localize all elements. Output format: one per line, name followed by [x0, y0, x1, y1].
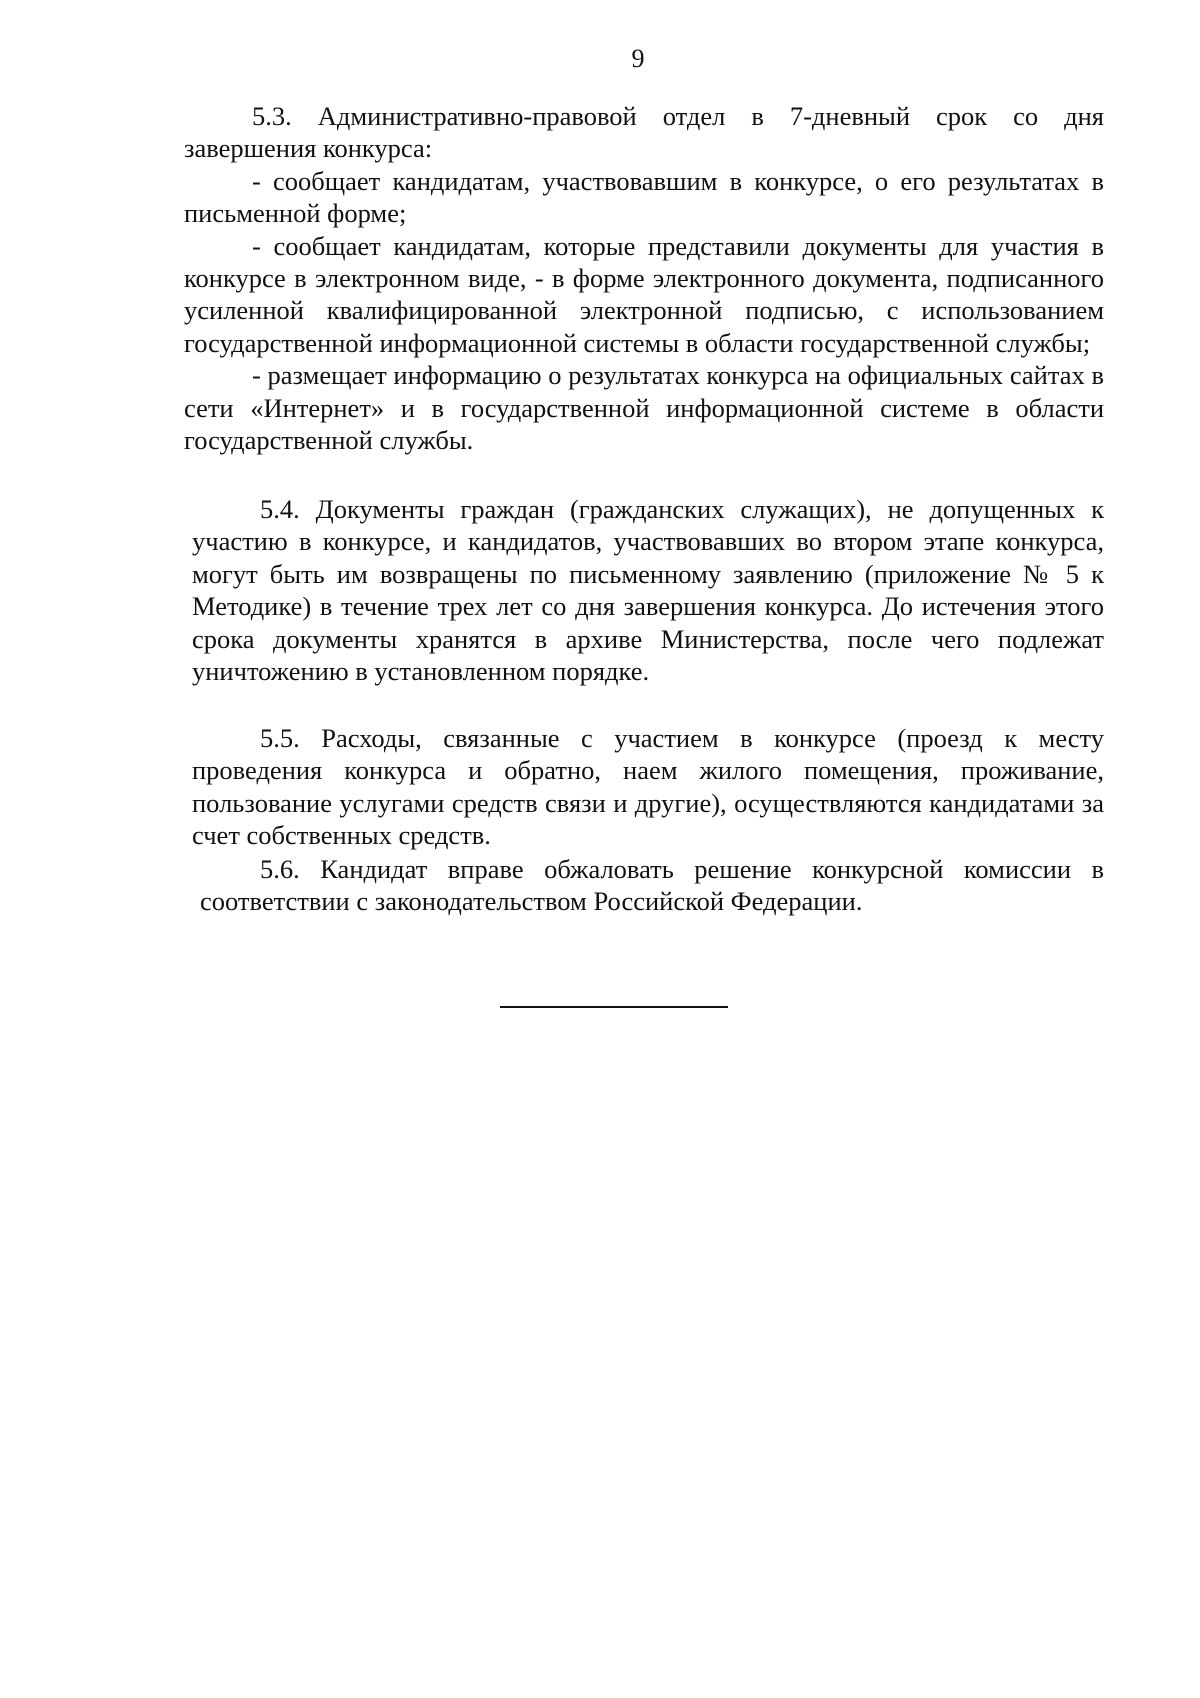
- page-number: 9: [631, 44, 645, 73]
- section-5-5-text: 5.5. Расходы, связанные с участием в конкурсе (проезд к месту проведения конкурса и обратно, наем жилого помещения, проживание, пользование услугами средств связи и другие), осуществляются кандидатами за счет собственных средств.: [192, 723, 1104, 851]
- section-5-5: [192, 722, 1104, 852]
- section-5-4: [192, 493, 1104, 687]
- section-5-6: [200, 853, 1104, 918]
- end-divider-line: [500, 1006, 728, 1008]
- section-5-3-item-2: - сообщает кандидатам, которые представили документы для участия в конкурсе в электронном виде, - в форме электронного документа, подписанного усиленной квалифицированной электронной подписью, с использованием государственной информационной системы в области государственной службы;: [184, 230, 1104, 358]
- section-5-3: [184, 100, 1104, 456]
- section-5-3-item-3: - размещает информацию о результатах конкурса на официальных сайтах в сети «Интернет» и в государственной информационной системе в области государственной службы.: [184, 360, 1104, 456]
- section-5-6-text: 5.6. Кандидат вправе обжаловать решение конкурсной комиссии в соответствии с законодательством Российской Федерации.: [200, 854, 1104, 917]
- section-5-3-intro: 5.3. Административно-правовой отдел в 7-дневный срок со дня завершения конкурса:: [184, 101, 1104, 164]
- section-5-3-item-1: - сообщает кандидатам, участвовавшим в конкурсе, о его результатах в письменной форме;: [184, 165, 1104, 229]
- section-5-4-text: 5.4. Документы граждан (гражданских служащих), не допущенных к участию в конкурсе, и кандидатов, участвовавших во втором этапе конкурса, могут быть им возвращены по письменному заявлению (приложение № 5 к Методике) в течение трех лет со дня завершения конкурса. До истечения этого срока документы хранятся в архиве Министерства, после чего подлежат уничтожению в установленном порядке.: [192, 494, 1104, 687]
